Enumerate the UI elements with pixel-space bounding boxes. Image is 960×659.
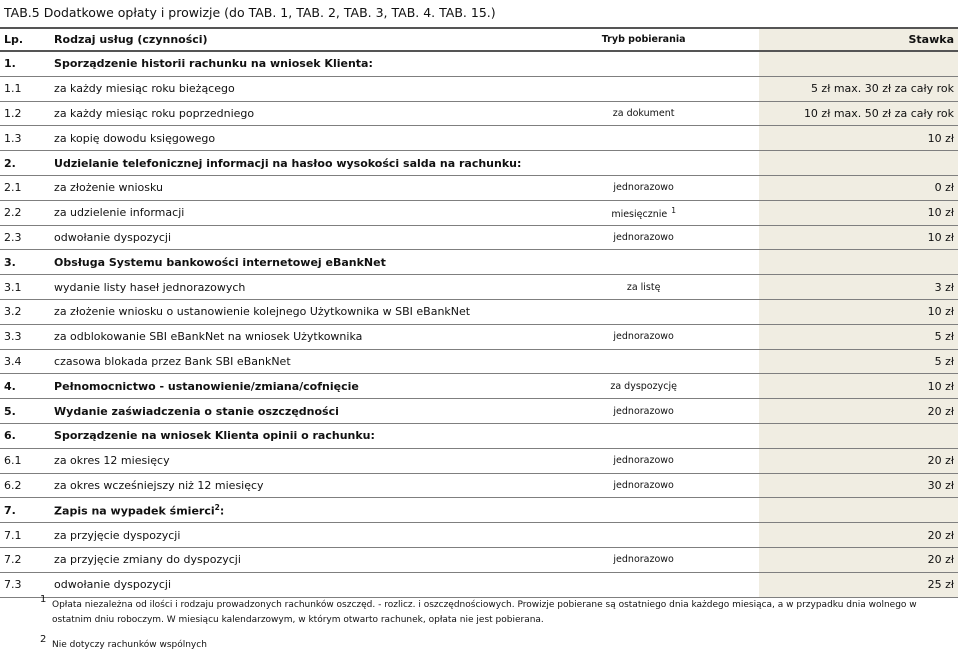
row-lp-text: 6.2 (4, 478, 22, 492)
row-mode-text: jednorazowo (613, 331, 674, 343)
row-mode-text: jednorazowo (613, 182, 674, 194)
row-mode (529, 399, 759, 424)
row-lp (0, 101, 50, 126)
row-mode (529, 200, 759, 225)
row-mode (529, 523, 759, 548)
row-service (50, 299, 528, 324)
row-rate-text: 10 zł (927, 206, 954, 220)
row-lp (0, 423, 50, 448)
row-rate-text: 25 zł (927, 578, 954, 592)
row-lp-text: 4. (4, 379, 16, 393)
table-row (0, 225, 958, 250)
row-lp (0, 151, 50, 176)
footnote-text: Nie dotyczy rachunków wspólnych (52, 640, 207, 650)
row-rate (759, 151, 958, 176)
table-row (0, 51, 958, 76)
row-mode (529, 250, 759, 275)
row-service (50, 473, 528, 498)
row-rate-text: 20 zł (927, 528, 954, 542)
row-lp (0, 126, 50, 151)
row-rate-text: 20 zł (927, 553, 954, 567)
row-mode (529, 448, 759, 473)
row-lp-text: 2. (4, 156, 16, 170)
row-service (50, 76, 528, 101)
row-rate-text: 10 zł (927, 131, 954, 145)
row-rate (759, 175, 958, 200)
row-service-text: Pełnomocnictwo - ustanowienie/zmiana/cofnięcie (54, 379, 359, 393)
table-row (0, 523, 958, 548)
row-rate (759, 349, 958, 374)
row-rate-text: 10 zł (927, 230, 954, 244)
table-row (0, 399, 958, 424)
row-rate (759, 399, 958, 424)
row-lp (0, 498, 50, 523)
row-lp-text: 1.2 (4, 106, 22, 120)
footnote-2 (0, 634, 958, 653)
row-rate-text: 10 zł (927, 379, 954, 393)
row-service-text: Zapis na wypadek śmierci (54, 504, 215, 518)
row-service-text: za każdy miesiąc roku bieżącego (54, 82, 235, 96)
row-service-text: za odblokowanie SBI eBankNet na wniosek Użytkownika (54, 330, 363, 344)
row-mode (529, 126, 759, 151)
footnote-1 (0, 594, 958, 628)
row-service (50, 374, 528, 399)
row-lp (0, 275, 50, 300)
row-mode (529, 51, 759, 76)
row-service (50, 399, 528, 424)
table-row (0, 101, 958, 126)
row-service (50, 448, 528, 473)
row-lp-text: 3. (4, 255, 16, 269)
row-mode (529, 76, 759, 101)
row-rate-text: 20 zł (927, 454, 954, 468)
fees-table (0, 27, 958, 598)
row-service (50, 324, 528, 349)
table-row (0, 498, 958, 523)
row-service-text: wydanie listy haseł jednorazowych (54, 280, 246, 294)
table-row (0, 175, 958, 200)
row-mode (529, 299, 759, 324)
row-rate-text: 5 zł (934, 330, 954, 344)
row-mode (529, 473, 759, 498)
row-service-text: za złożenie wniosku o ustanowienie kolejnego Użytkownika w SBI eBankNet (54, 305, 471, 319)
row-service (50, 101, 528, 126)
row-lp-text: 1.1 (4, 82, 22, 96)
row-rate-text: 3 zł (934, 280, 954, 294)
row-rate (759, 547, 958, 572)
row-lp (0, 374, 50, 399)
row-rate (759, 324, 958, 349)
row-mode (529, 225, 759, 250)
row-lp-text: 5. (4, 404, 16, 418)
row-rate (759, 299, 958, 324)
row-service (50, 275, 528, 300)
row-service (50, 51, 528, 76)
row-mode-text: jednorazowo (613, 231, 674, 243)
table-row (0, 200, 958, 225)
row-service-text: za okres 12 miesięcy (54, 454, 170, 468)
row-mode (529, 498, 759, 523)
row-mode (529, 572, 759, 597)
row-rate-text: 0 zł (934, 181, 954, 195)
row-lp (0, 399, 50, 424)
table-row (0, 126, 958, 151)
row-rate-text: 20 zł (927, 404, 954, 418)
row-rate (759, 374, 958, 399)
row-service (50, 250, 528, 275)
table-row (0, 374, 958, 399)
table-row (0, 151, 958, 176)
row-mode (529, 101, 759, 126)
column-header-lp: Lp. (0, 28, 50, 51)
footnote-text: Opłata niezależna od ilości i rodzaju prowadzonych rachunków oszczęd. - rozlicz. i oszczędnościowych. Prowizje pobierane są ostatniego dnia każdego miesiąca, a w przypadku dnia wolnego w ostatnim dniu roboczym. W miesiącu kalendarzowym, w którym otwarto rachunek, opłata nie jest pobierana. (52, 600, 917, 625)
row-rate (759, 76, 958, 101)
footnote-ref: 1 (671, 205, 676, 215)
row-lp (0, 250, 50, 275)
row-lp-text: 2.2 (4, 206, 22, 220)
row-service (50, 175, 528, 200)
row-service (50, 349, 528, 374)
row-lp (0, 349, 50, 374)
table-row (0, 547, 958, 572)
row-lp-text: 1. (4, 57, 16, 71)
row-rate (759, 101, 958, 126)
row-lp-text: 3.2 (4, 305, 22, 319)
row-lp-text: 2.1 (4, 181, 22, 195)
row-lp-text: 7.3 (4, 578, 22, 592)
row-lp-text: 7.1 (4, 528, 22, 542)
row-service-text: za kopię dowodu księgowego (54, 131, 216, 145)
row-rate (759, 51, 958, 76)
row-service-text: Udzielanie telefonicznej informacji na hasłoo wysokości salda na rachunku: (54, 156, 522, 170)
row-service (50, 523, 528, 548)
row-rate (759, 275, 958, 300)
row-lp-text: 3.4 (4, 354, 22, 368)
row-mode (529, 151, 759, 176)
table-row (0, 275, 958, 300)
row-service-text: za udzielenie informacji (54, 206, 185, 220)
row-service (50, 151, 528, 176)
row-lp-text: 6.1 (4, 454, 22, 468)
row-lp-text: 3.1 (4, 280, 22, 294)
row-mode-text: za listę (626, 281, 661, 293)
row-lp-text: 7. (4, 503, 16, 517)
row-service (50, 126, 528, 151)
table-title: TAB.5 Dodatkowe opłaty i prowizje (do TAB. 1, TAB. 2, TAB. 3, TAB. 4. TAB. 15.) (4, 5, 496, 20)
row-service-text: Sporządzenie historii rachunku na wniosek Klienta: (54, 57, 373, 71)
row-service (50, 572, 528, 597)
row-rate-text: 5 zł max. 30 zł za cały rok (810, 82, 954, 96)
footnote-ref: 2 (214, 502, 220, 512)
row-service-text: Obsługa Systemu bankowości internetowej eBankNet (54, 255, 386, 269)
table-row (0, 473, 958, 498)
row-service (50, 547, 528, 572)
row-mode (529, 324, 759, 349)
row-mode (529, 275, 759, 300)
table-header-row (0, 28, 958, 51)
row-rate-text: 10 zł (927, 305, 954, 319)
row-mode-text: jednorazowo (613, 455, 674, 467)
row-service (50, 225, 528, 250)
row-mode (529, 374, 759, 399)
row-service (50, 423, 528, 448)
row-service-suffix: : (219, 504, 225, 518)
row-lp (0, 175, 50, 200)
row-mode (529, 175, 759, 200)
row-service-text: za przyjęcie zmiany do dyspozycji (54, 553, 241, 567)
table-row (0, 299, 958, 324)
row-service-text: za przyjęcie dyspozycji (54, 528, 181, 542)
row-mode (529, 349, 759, 374)
row-lp-text: 1.3 (4, 131, 22, 145)
table-row (0, 76, 958, 101)
table-row (0, 324, 958, 349)
row-rate-text: 10 zł max. 50 zł za cały rok (803, 106, 954, 120)
row-lp (0, 225, 50, 250)
row-lp (0, 51, 50, 76)
table-row (0, 349, 958, 374)
row-rate (759, 498, 958, 523)
row-mode-text: za dokument (612, 107, 675, 119)
column-header-rate: Stawka (759, 28, 958, 51)
row-rate (759, 572, 958, 597)
row-mode-text: jednorazowo (613, 479, 674, 491)
row-lp-text: 3.3 (4, 330, 22, 344)
row-service (50, 200, 528, 225)
row-service-text: odwołanie dyspozycji (54, 230, 172, 244)
row-rate (759, 523, 958, 548)
row-rate (759, 250, 958, 275)
row-mode (529, 423, 759, 448)
column-header-mode: Tryb pobierania (529, 28, 759, 51)
row-rate (759, 126, 958, 151)
row-service-text: Wydanie zaświadczenia o stanie oszczędności (54, 404, 339, 418)
row-lp-text: 6. (4, 429, 16, 443)
row-lp (0, 448, 50, 473)
row-service-text: czasowa blokada przez Bank SBI eBankNet (54, 354, 291, 368)
row-lp (0, 547, 50, 572)
footnotes (0, 594, 958, 653)
row-service-text: za okres wcześniejszy niż 12 miesięcy (54, 478, 264, 492)
row-lp-text: 7.2 (4, 553, 22, 567)
row-lp (0, 473, 50, 498)
row-service-text: odwołanie dyspozycji (54, 578, 172, 592)
row-lp (0, 299, 50, 324)
row-lp (0, 324, 50, 349)
row-service-text: za złożenie wniosku (54, 181, 164, 195)
column-header-service: Rodzaj usług (czynności) (50, 28, 528, 51)
row-service-text: za każdy miesiąc roku poprzedniego (54, 106, 255, 120)
table-row (0, 250, 958, 275)
footnote-number: 2 (40, 634, 47, 645)
row-rate-text: 5 zł (934, 354, 954, 368)
row-service-text: Sporządzenie na wniosek Klienta opinii o rachunku: (54, 429, 375, 443)
row-lp (0, 523, 50, 548)
row-mode-text: miesięcznie (611, 208, 668, 220)
row-mode (529, 547, 759, 572)
footnote-number: 1 (40, 594, 47, 605)
row-lp (0, 76, 50, 101)
row-rate (759, 423, 958, 448)
row-mode-text: jednorazowo (613, 554, 674, 566)
row-rate (759, 225, 958, 250)
row-mode-text: jednorazowo (613, 405, 674, 417)
table-row (0, 448, 958, 473)
row-lp (0, 200, 50, 225)
row-rate-text: 30 zł (927, 478, 954, 492)
table-row (0, 423, 958, 448)
row-rate (759, 473, 958, 498)
row-lp-text: 2.3 (4, 230, 22, 244)
row-rate (759, 200, 958, 225)
row-rate (759, 448, 958, 473)
row-service (50, 498, 528, 523)
table-row (0, 572, 958, 597)
row-mode-text: za dyspozycję (610, 380, 677, 392)
